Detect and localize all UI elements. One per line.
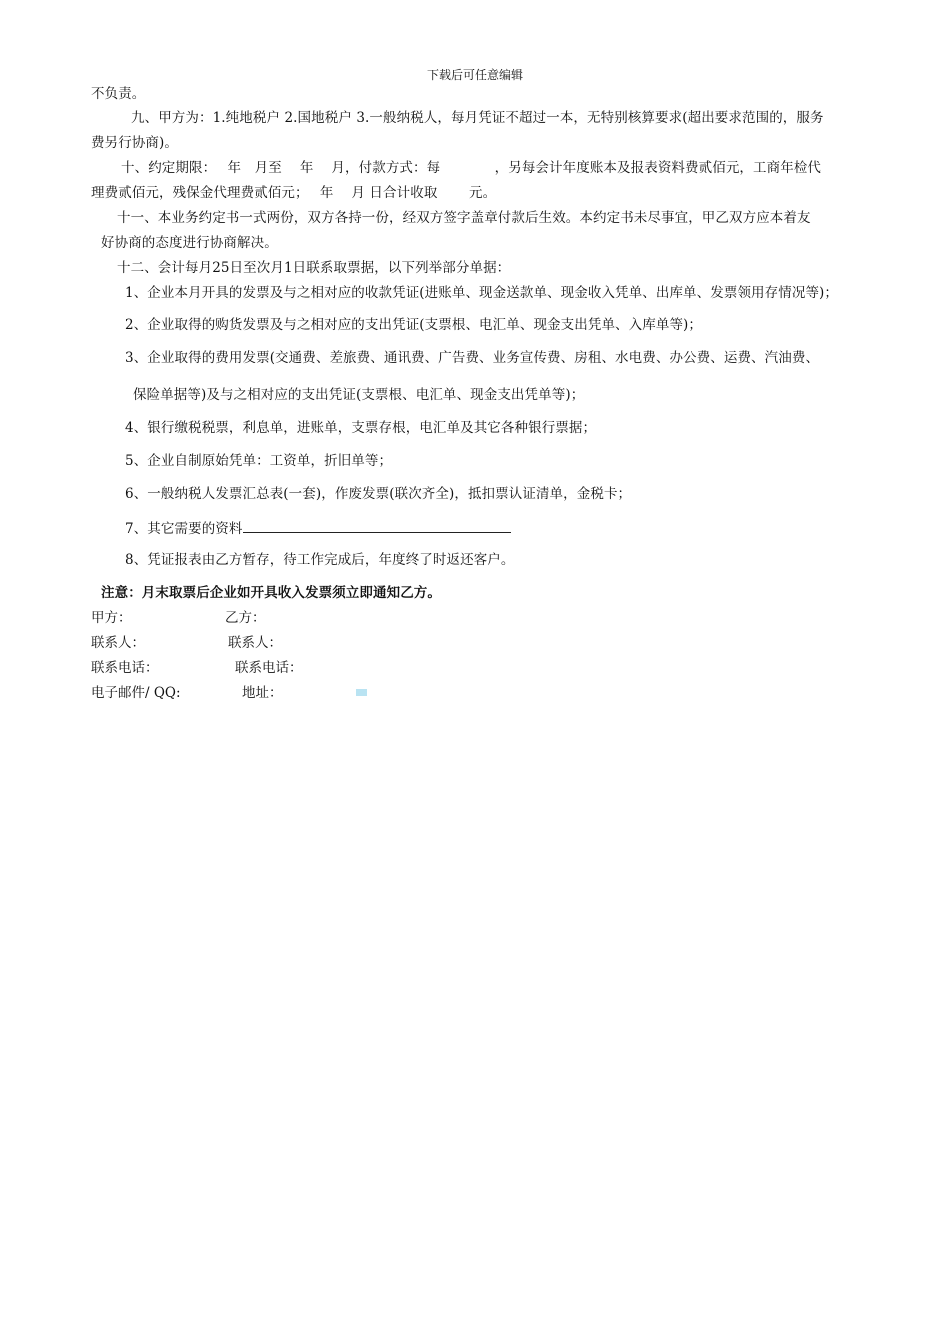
phone-a-label: 联系电话： (91, 660, 159, 676)
list-item: 3、企业取得的费用发票(交通费、差旅费、通讯费、广告费、业务宣传费、房租、水电费、办公费、运费、汽油费、 (125, 350, 820, 366)
list-item-cont: 保险单据等)及与之相对应的支出凭证(支票根、电汇单、现金支出凭单等)； (133, 387, 585, 403)
party-a-label: 甲方： (91, 610, 132, 626)
clause-nine-cont: 费另行协商)。 (91, 135, 178, 151)
phone-b-label: 联系电话： (235, 660, 303, 676)
header-note: 下载后可任意编辑 (426, 68, 523, 82)
list-item: 6、一般纳税人发票汇总表(一套)，作废发票(联次齐全)，抵扣票认证清单，金税卡； (125, 486, 632, 502)
list-item: 4、银行缴税税票，利息单，进账单，支票存根，电汇单及其它各种银行票据； (125, 420, 597, 436)
list-item: 8、凭证报表由乙方暂存，待工作完成后，年度终了时返还客户。 (125, 552, 515, 568)
clause-ten: 十、约定期限： 年 月至 年 月，付款方式：每 ，另每会计年度账本及报表资料费贰佰元，工商年检代 (121, 160, 822, 176)
notice: 注意：月末取票后企业如开具收入发票须立即通知乙方。 (101, 585, 441, 601)
blank-field[interactable] (243, 518, 511, 533)
list-item-label: 7、其它需要的资料 (125, 521, 243, 537)
clause-nine: 九、甲方为：1.纯地税户 2.国地税户 3.一般纳税人，每月凭证不超过一本，无特别核算要求(超出要求范围的，服务 (131, 110, 824, 126)
list-item: 2、企业取得的购货发票及与之相对应的支出凭证(支票根、电汇单、现金支出凭单、入库单等)； (125, 317, 703, 333)
highlight-marker (356, 689, 367, 696)
list-item: 1、企业本月开具的发票及与之相对应的收款凭证(进账单、现金送款单、现金收入凭单、出库单、发票领用存情况等)； (125, 285, 839, 301)
clause-eleven: 十一、本业务约定书一式两份，双方各持一份，经双方签字盖章付款后生效。本约定书未尽事宜，甲乙双方应本着友 (117, 210, 811, 226)
clause-eleven-cont: 好协商的态度进行协商解决。 (101, 235, 278, 251)
email-a-label: 电子邮件/ QQ: (91, 685, 181, 701)
contact-b-label: 联系人： (228, 635, 282, 651)
address-b-label: 地址： (242, 685, 283, 701)
paragraph-line: 不负责。 (91, 86, 146, 102)
clause-ten-cont: 理费贰佰元，残保金代理费贰佰元； 年 月 日合计收取 元。 (91, 185, 497, 201)
list-item (125, 518, 511, 538)
clause-twelve: 十二、会计每月25日至次月1日联系取票据，以下列举部分单据： (117, 260, 511, 276)
list-item: 5、企业自制原始凭单：工资单，折旧单等； (125, 453, 393, 469)
party-b-label: 乙方： (225, 610, 266, 626)
contact-a-label: 联系人： (91, 635, 145, 651)
